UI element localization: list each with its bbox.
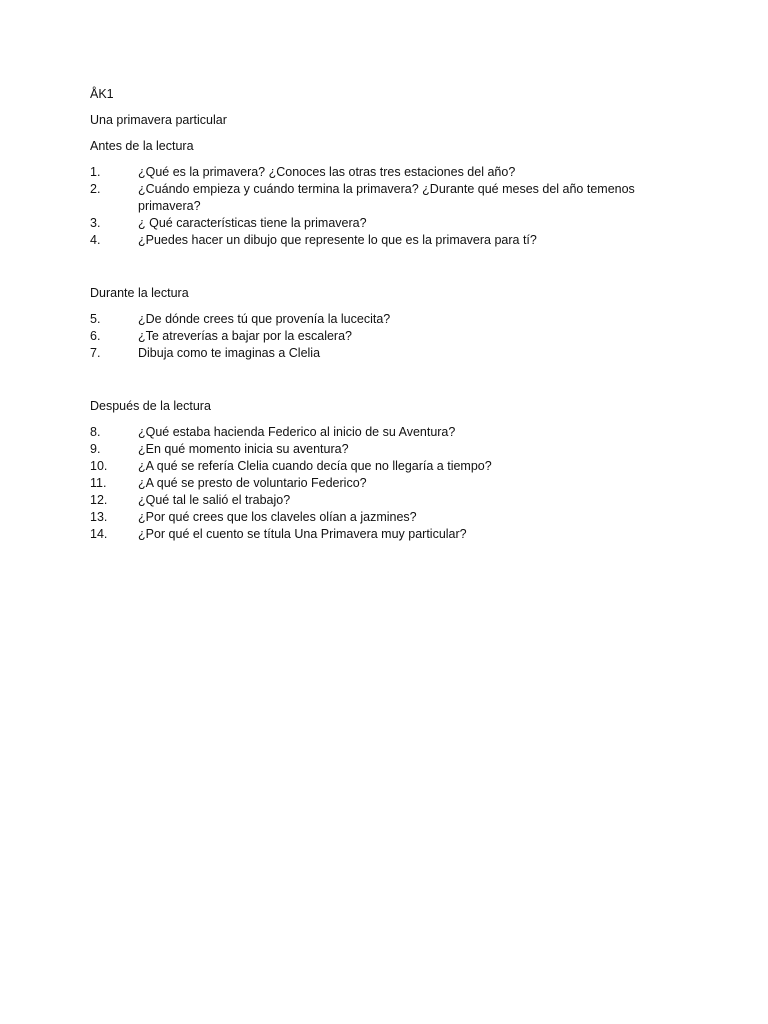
question-number: 3. <box>90 216 101 230</box>
question-list-antes <box>90 164 670 249</box>
spacer <box>90 362 670 398</box>
question-number: 5. <box>90 312 101 326</box>
list-item <box>90 492 670 509</box>
question-text: ¿Qué tal le salió el trabajo? <box>138 493 291 507</box>
question-number: 11. <box>90 476 107 490</box>
section-heading-antes: Antes de la lectura <box>90 139 194 153</box>
list-item <box>90 345 670 362</box>
question-number: 12. <box>90 493 108 507</box>
list-item <box>90 475 670 492</box>
question-text: ¿De dónde crees tú que provenía la lucecita? <box>138 312 391 326</box>
section-heading-despues: Después de la lectura <box>90 399 211 413</box>
section-heading-durante: Durante la lectura <box>90 286 189 300</box>
list-item <box>90 164 670 181</box>
question-text: ¿ Qué características tiene la primavera? <box>138 216 367 230</box>
list-item <box>90 424 670 441</box>
question-list-durante <box>90 311 670 362</box>
list-item <box>90 215 670 232</box>
question-number: 7. <box>90 346 101 360</box>
question-number: 10. <box>90 459 108 473</box>
question-number: 1. <box>90 165 101 179</box>
list-item <box>90 311 670 328</box>
list-item <box>90 328 670 345</box>
document-title: Una primavera particular <box>90 113 227 127</box>
list-item <box>90 509 670 526</box>
question-number: 14. <box>90 527 108 541</box>
question-text: ¿Qué estaba hacienda Federico al inicio de su Aventura? <box>138 425 456 439</box>
list-item <box>90 458 670 475</box>
list-item <box>90 526 670 543</box>
question-text: ¿Cuándo empieza y cuándo termina la primavera? ¿Durante qué meses del año temenos primavera? <box>138 182 635 213</box>
question-text: ¿A qué se presto de voluntario Federico? <box>138 476 367 490</box>
question-text: ¿Te atreverías a bajar por la escalera? <box>138 329 352 343</box>
question-number: 2. <box>90 182 101 196</box>
question-number: 8. <box>90 425 101 439</box>
question-text: ¿Por qué el cuento se títula Una Primavera muy particular? <box>138 527 467 541</box>
question-text: ¿Qué es la primavera? ¿Conoces las otras tres estaciones del año? <box>138 165 516 179</box>
list-item <box>90 181 670 215</box>
question-text: ¿Por qué crees que los claveles olían a jazmines? <box>138 510 417 524</box>
question-text: ¿A qué se refería Clelia cuando decía que no llegaría a tiempo? <box>138 459 492 473</box>
list-item <box>90 441 670 458</box>
question-number: 9. <box>90 442 101 456</box>
question-number: 13. <box>90 510 108 524</box>
question-text: ¿En qué momento inicia su aventura? <box>138 442 349 456</box>
document-page <box>90 86 670 543</box>
question-number: 6. <box>90 329 101 343</box>
question-text: Dibuja como te imaginas a Clelia <box>138 346 321 360</box>
question-number: 4. <box>90 233 101 247</box>
list-item <box>90 232 670 249</box>
question-list-despues <box>90 424 670 543</box>
question-text: ¿Puedes hacer un dibujo que represente lo que es la primavera para tí? <box>138 233 537 247</box>
header-code: ÅK1 <box>90 87 114 101</box>
spacer <box>90 249 670 285</box>
